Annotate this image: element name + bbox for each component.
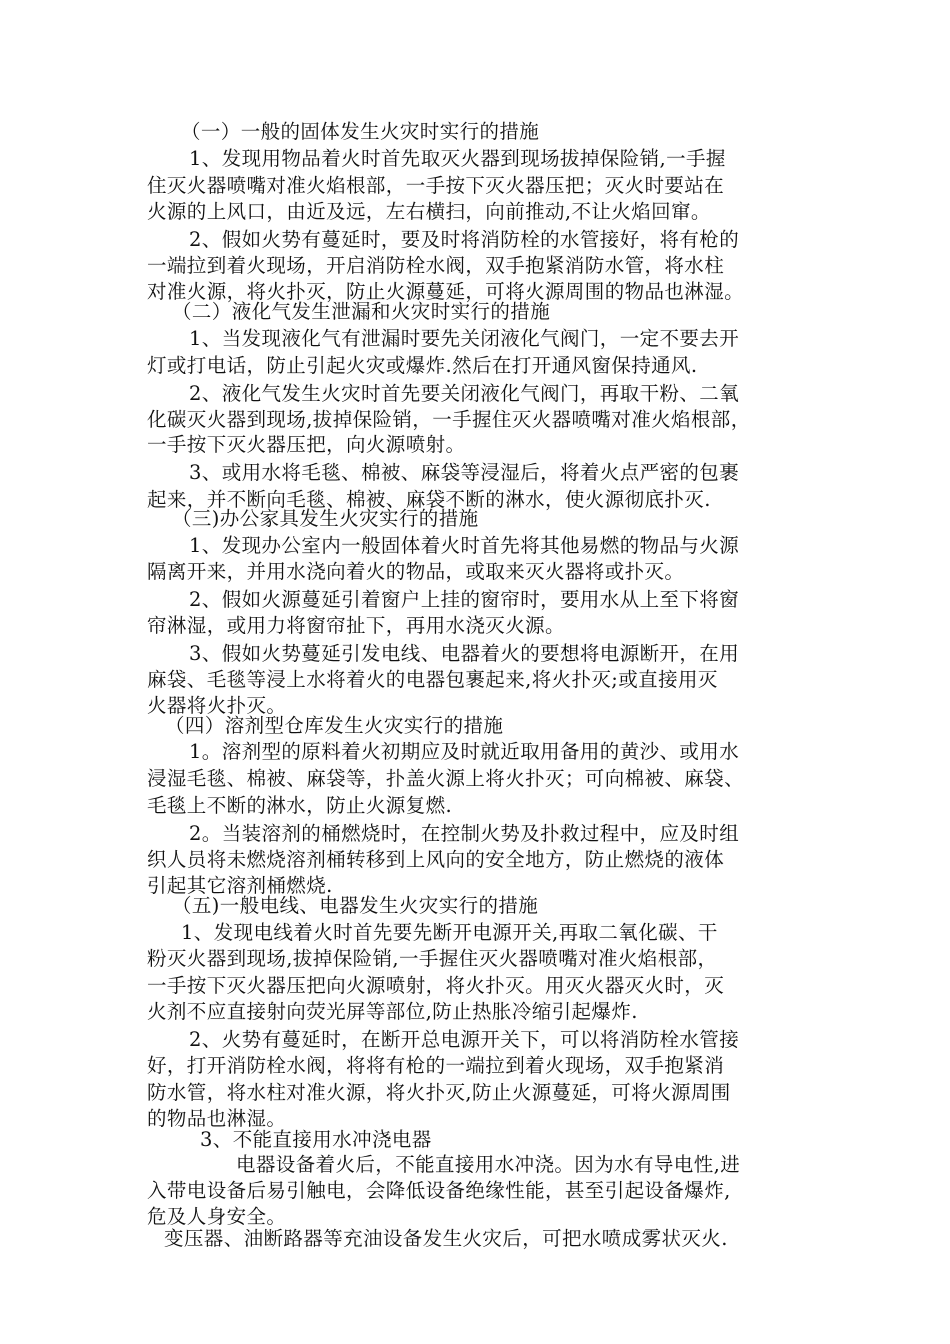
paragraph-line: 1。溶剂型的原料着火初期应及时就近取用备用的黄沙、或用水 (189, 740, 740, 763)
paragraph-line: 好，打开消防栓水阀，将将有枪的一端拉到着火现场，双手抱紧消 (147, 1054, 725, 1077)
subheading-line: 3、不能直接用水冲浇电器 (200, 1128, 432, 1151)
paragraph-line: 火源的上风口，由近及远，左右横扫，向前推动,不让火焰回窜。 (147, 200, 711, 223)
paragraph-line: 1、发现办公室内一般固体着火时首先将其他易燃的物品与火源 (189, 534, 740, 557)
paragraph-line: 麻袋、毛毯等浸上水将着火的电器包裹起来,将火扑灭;或直接用灭 (147, 668, 718, 691)
paragraph-line: 浸湿毛毯、棉被、麻袋等，扑盖火源上将火扑灭；可向棉被、麻袋、 (147, 767, 745, 790)
paragraph-line: 变压器、油断路器等充油设备发生火灾后，可把水喷成雾状灭火. (164, 1227, 728, 1250)
paragraph-line: 2、假如火势有蔓延时，要及时将消防栓的水管接好，将有枪的 (189, 228, 740, 251)
paragraph-line: 危及人身安全。 (147, 1205, 287, 1228)
paragraph-line: 3、假如火势蔓延引发电线、电器着火的要想将电源断开，在用 (189, 642, 740, 665)
paragraph-line: 毛毯上不断的淋水，防止火源复燃. (147, 794, 453, 817)
paragraph-line: 一手按下灭火器压把，向火源喷射。 (147, 433, 466, 456)
paragraph-line: 的物品也淋湿。 (147, 1107, 287, 1130)
section-heading-3: （三)办公家具发生火灾实行的措施 (172, 507, 479, 530)
paragraph-line: 住灭火器喷嘴对准火焰根部，一手按下灭火器压把；灭火时要站在 (147, 174, 725, 197)
section-heading-1: （一）一般的固体发生火灾时实行的措施 (181, 120, 540, 143)
paragraph-line: 织人员将未燃烧溶剂桶转移到上风向的安全地方，防止燃烧的液体 (147, 848, 725, 871)
section-heading-2: （二）液化气发生泄漏和火灾时实行的措施 (172, 300, 551, 323)
paragraph-line: 3、或用水将毛毯、棉被、麻袋等浸湿后，将着火点严密的包裹 (189, 461, 740, 484)
paragraph-line: 1、发现电线着火时首先要先断开电源开关,再取二氧化碳、干 (181, 921, 718, 944)
section-heading-4: （四）溶剂型仓库发生火灾实行的措施 (165, 714, 504, 737)
paragraph-line: 电器设备着火后，不能直接用水冲浇。因为水有导电性,进 (236, 1153, 741, 1176)
paragraph-line: 化碳灭火器到现场,拔掉保险销，一手握住灭火器喷嘴对准火焰根部， (147, 408, 751, 431)
paragraph-line: 对准火源，将火扑灭，防止火源蔓延，可将火源周围的物品也淋湿。 (147, 280, 745, 303)
paragraph-line: 入带电设备后易引触电，会降低设备绝缘性能，甚至引起设备爆炸, (147, 1179, 731, 1202)
paragraph-line: 1、发现用物品着火时首先取灭火器到现场拔掉保险销,一手握 (189, 147, 726, 170)
paragraph-line: 粉灭火器到现场,拔掉保险销,一手握住灭火器喷嘴对准火焰根部， (147, 947, 718, 970)
paragraph-line: 帘淋湿，或用力将窗帘扯下，再用水浇灭火源。 (147, 614, 565, 637)
paragraph-line: 隔离开来，并用水浇向着火的物品，或取来灭火器将或扑灭。 (147, 560, 685, 583)
paragraph-line: 一手按下灭火器压把向火源喷射，将火扑灭。用灭火器灭火时，灭 (147, 974, 725, 997)
paragraph-line: 1、当发现液化气有泄漏时要先关闭液化气阀门，一定不要去开 (189, 327, 740, 350)
paragraph-line: 火剂不应直接射向荧光屏等部位,防止热胀冷缩引起爆炸. (147, 1000, 638, 1023)
paragraph-line: 一端拉到着火现场，开启消防栓水阀，双手抱紧消防水管，将水柱 (147, 254, 725, 277)
paragraph-line: 火器将火扑灭。 (147, 694, 287, 717)
paragraph-line: 灯或打电话，防止引起火灾或爆炸.然后在打开通风窗保持通风. (147, 354, 698, 377)
paragraph-line: 起来，并不断向毛毯、棉被、麻袋不断的淋水，使火源彻底扑灭. (147, 488, 711, 511)
section-heading-5: （五)一般电线、电器发生火灾实行的措施 (172, 894, 539, 917)
paragraph-line: 2、液化气发生火灾时首先要关闭液化气阀门，再取干粉、二氧 (189, 382, 740, 405)
paragraph-line: 防水管，将水柱对准火源，将火扑灭,防止火源蔓延，可将火源周围 (147, 1081, 731, 1104)
paragraph-line: 2。当装溶剂的桶燃烧时，在控制火势及扑救过程中，应及时组 (189, 822, 740, 845)
paragraph-line: 2、假如火源蔓延引着窗户上挂的窗帘时，要用水从上至下将窗 (189, 588, 740, 611)
paragraph-line: 2、火势有蔓延时，在断开总电源开关下，可以将消防栓水管接 (189, 1028, 740, 1051)
paragraph-line: 引起其它溶剂桶燃烧. (147, 874, 333, 897)
